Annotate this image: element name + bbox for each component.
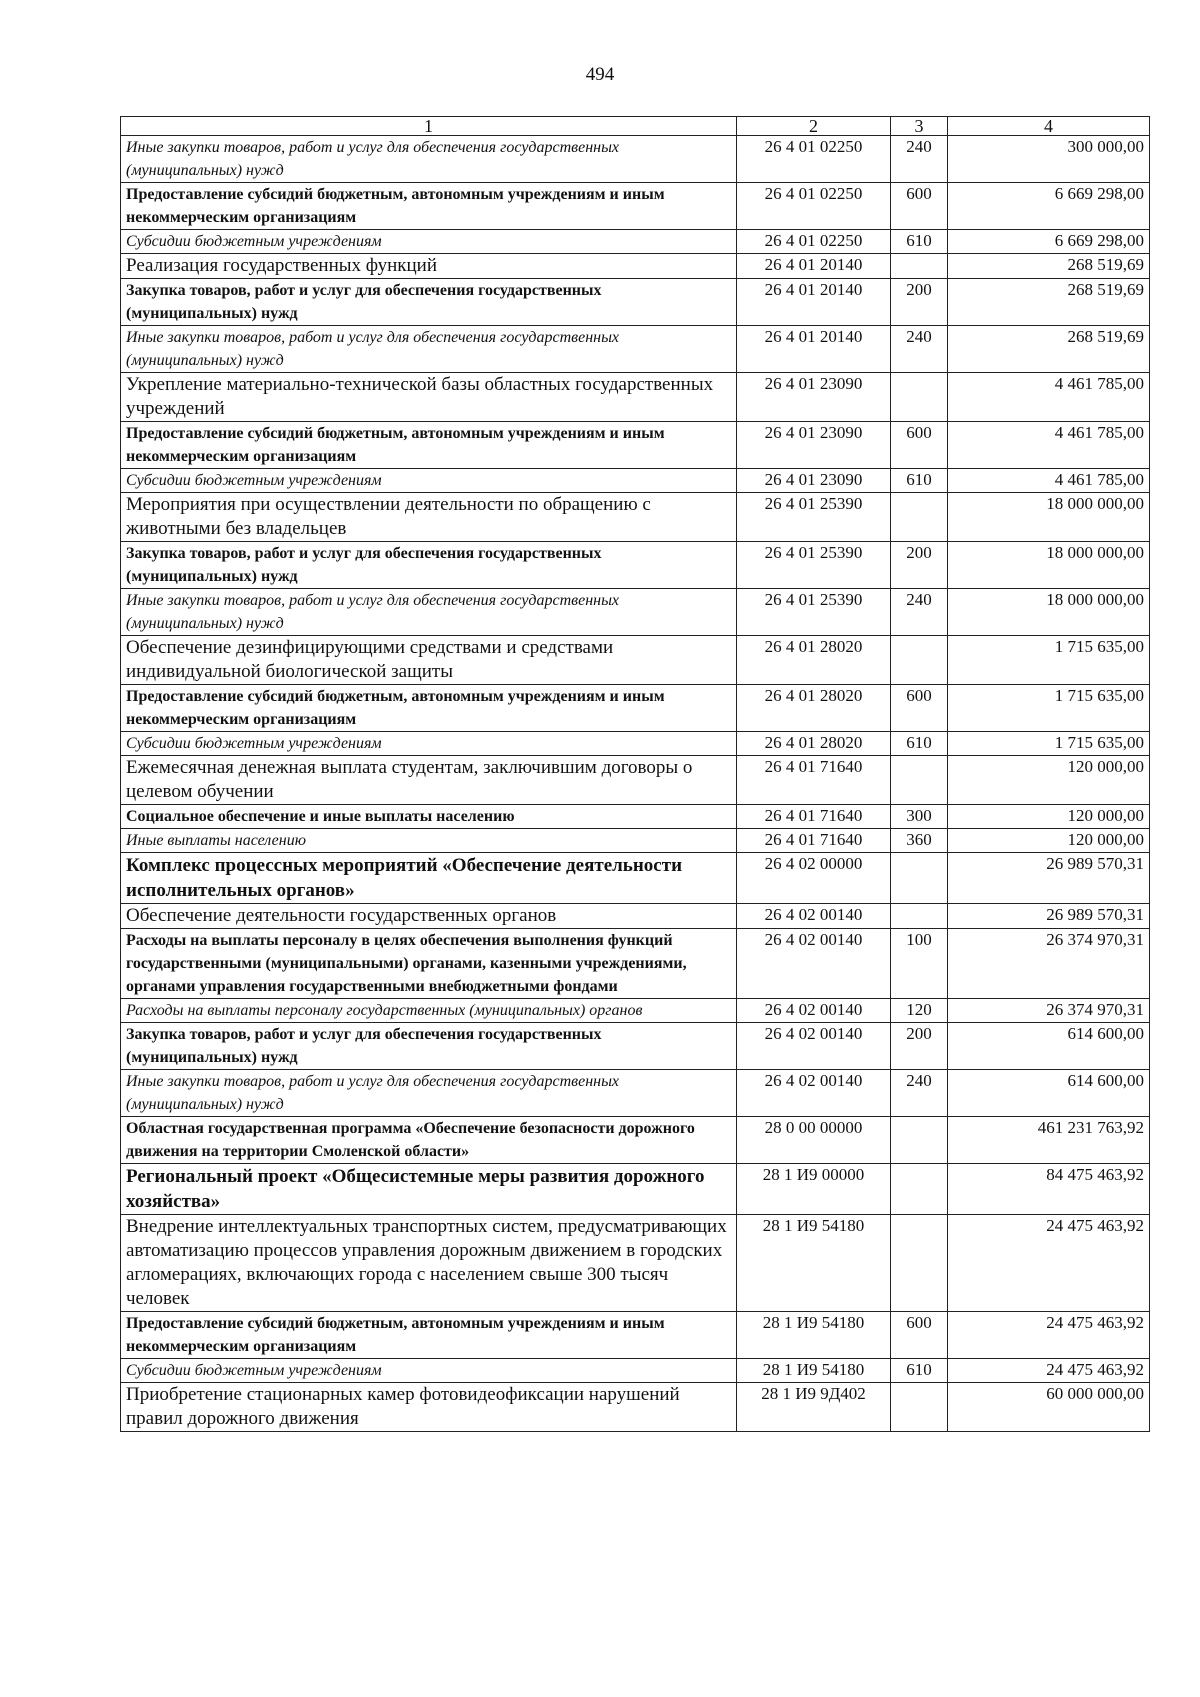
row-kind-cell: 300 <box>891 805 948 829</box>
row-amount-cell: 1 715 635,00 <box>948 732 1150 756</box>
row-name-cell: Закупка товаров, работ и услуг для обеспечения государственных (муниципальных) нужд <box>121 279 737 326</box>
row-amount-cell: 268 519,69 <box>948 326 1150 373</box>
page-number: 494 <box>585 64 615 85</box>
row-code-cell: 28 0 00 00000 <box>737 1117 891 1164</box>
table-body <box>121 136 1150 1432</box>
table-row <box>121 929 1150 999</box>
row-amount-cell: 24 475 463,92 <box>948 1359 1150 1383</box>
table-row <box>121 469 1150 493</box>
row-kind-cell <box>891 254 948 279</box>
row-kind-cell <box>891 636 948 685</box>
row-code-cell: 26 4 01 28020 <box>737 636 891 685</box>
row-amount-cell: 24 475 463,92 <box>948 1215 1150 1312</box>
row-amount-cell: 300 000,00 <box>948 136 1150 183</box>
row-kind-cell: 240 <box>891 136 948 183</box>
row-name-cell: Региональный проект «Общесистемные меры развития дорожного хозяйства» <box>121 1164 737 1215</box>
column-header-kind: 3 <box>891 117 948 136</box>
row-code-cell: 26 4 01 02250 <box>737 230 891 254</box>
table-row <box>121 493 1150 542</box>
row-code-cell: 26 4 01 20140 <box>737 279 891 326</box>
table-row <box>121 904 1150 929</box>
budget-table <box>120 116 1150 1432</box>
row-kind-cell: 240 <box>891 589 948 636</box>
row-amount-cell: 26 374 970,31 <box>948 929 1150 999</box>
row-code-cell: 26 4 01 25390 <box>737 589 891 636</box>
row-amount-cell: 4 461 785,00 <box>948 373 1150 422</box>
row-amount-cell: 120 000,00 <box>948 805 1150 829</box>
row-code-cell: 26 4 01 25390 <box>737 542 891 589</box>
row-code-cell: 26 4 01 20140 <box>737 326 891 373</box>
row-code-cell: 28 1 И9 9Д402 <box>737 1383 891 1432</box>
row-amount-cell: 614 600,00 <box>948 1023 1150 1070</box>
row-name-cell: Субсидии бюджетным учреждениям <box>121 1359 737 1383</box>
row-kind-cell: 240 <box>891 326 948 373</box>
row-name-cell: Предоставление субсидий бюджетным, автономным учреждениям и иным некоммерческим организациям <box>121 685 737 732</box>
row-kind-cell: 360 <box>891 829 948 853</box>
table-row <box>121 136 1150 183</box>
table-row <box>121 589 1150 636</box>
table-row <box>121 542 1150 589</box>
column-header-amount: 4 <box>948 117 1150 136</box>
row-name-cell: Субсидии бюджетным учреждениям <box>121 469 737 493</box>
row-name-cell: Обеспечение деятельности государственных органов <box>121 904 737 929</box>
row-amount-cell: 60 000 000,00 <box>948 1383 1150 1432</box>
row-name-cell: Внедрение интеллектуальных транспортных систем, предусматривающих автоматизацию процессов управления дорожным движением в городских агломерациях, включающих города с населением свыше 300 тысяч человек <box>121 1215 737 1312</box>
row-amount-cell: 268 519,69 <box>948 279 1150 326</box>
table-row <box>121 1023 1150 1070</box>
row-name-cell: Предоставление субсидий бюджетным, автономным учреждениям и иным некоммерческим организациям <box>121 422 737 469</box>
row-code-cell: 28 1 И9 54180 <box>737 1215 891 1312</box>
row-kind-cell: 200 <box>891 1023 948 1070</box>
table-row <box>121 999 1150 1023</box>
row-kind-cell: 600 <box>891 183 948 230</box>
row-name-cell: Мероприятия при осуществлении деятельности по обращению с животными без владельцев <box>121 493 737 542</box>
row-name-cell: Иные закупки товаров, работ и услуг для обеспечения государственных (муниципальных) нужд <box>121 136 737 183</box>
row-amount-cell: 84 475 463,92 <box>948 1164 1150 1215</box>
table-row <box>121 1383 1150 1432</box>
row-amount-cell: 6 669 298,00 <box>948 183 1150 230</box>
row-kind-cell <box>891 756 948 805</box>
row-kind-cell <box>891 1383 948 1432</box>
column-header-name: 1 <box>121 117 737 136</box>
row-amount-cell: 26 989 570,31 <box>948 853 1150 904</box>
row-name-cell: Областная государственная программа «Обеспечение безопасности дорожного движения на территории Смоленской области» <box>121 1117 737 1164</box>
row-name-cell: Закупка товаров, работ и услуг для обеспечения государственных (муниципальных) нужд <box>121 542 737 589</box>
row-kind-cell: 200 <box>891 542 948 589</box>
row-kind-cell: 100 <box>891 929 948 999</box>
row-amount-cell: 18 000 000,00 <box>948 542 1150 589</box>
table-row <box>121 1312 1150 1359</box>
table-row <box>121 636 1150 685</box>
row-name-cell: Обеспечение дезинфицирующими средствами и средствами индивидуальной биологической защиты <box>121 636 737 685</box>
row-kind-cell <box>891 853 948 904</box>
table-row <box>121 756 1150 805</box>
row-amount-cell: 4 461 785,00 <box>948 422 1150 469</box>
table-row <box>121 373 1150 422</box>
row-kind-cell <box>891 373 948 422</box>
row-kind-cell: 610 <box>891 230 948 254</box>
row-kind-cell <box>891 1215 948 1312</box>
row-amount-cell: 6 669 298,00 <box>948 230 1150 254</box>
row-name-cell: Приобретение стационарных камер фотовидеофиксации нарушений правил дорожного движения <box>121 1383 737 1432</box>
row-kind-cell <box>891 1117 948 1164</box>
table-row <box>121 183 1150 230</box>
row-code-cell: 26 4 02 00140 <box>737 904 891 929</box>
table-row <box>121 1164 1150 1215</box>
row-kind-cell <box>891 1164 948 1215</box>
table-row <box>121 732 1150 756</box>
row-amount-cell: 26 374 970,31 <box>948 999 1150 1023</box>
row-code-cell: 26 4 01 71640 <box>737 756 891 805</box>
row-code-cell: 26 4 01 20140 <box>737 254 891 279</box>
row-amount-cell: 18 000 000,00 <box>948 493 1150 542</box>
row-code-cell: 26 4 02 00140 <box>737 929 891 999</box>
row-amount-cell: 120 000,00 <box>948 756 1150 805</box>
row-kind-cell: 600 <box>891 1312 948 1359</box>
row-code-cell: 26 4 02 00140 <box>737 1070 891 1117</box>
row-amount-cell: 18 000 000,00 <box>948 589 1150 636</box>
row-code-cell: 26 4 01 02250 <box>737 183 891 230</box>
row-name-cell: Иные выплаты населению <box>121 829 737 853</box>
row-code-cell: 26 4 01 23090 <box>737 469 891 493</box>
row-name-cell: Укрепление материально-технической базы областных государственных учреждений <box>121 373 737 422</box>
row-code-cell: 28 1 И9 54180 <box>737 1359 891 1383</box>
row-name-cell: Социальное обеспечение и иные выплаты населению <box>121 805 737 829</box>
row-amount-cell: 1 715 635,00 <box>948 636 1150 685</box>
row-name-cell: Предоставление субсидий бюджетным, автономным учреждениям и иным некоммерческим организациям <box>121 183 737 230</box>
row-code-cell: 26 4 01 02250 <box>737 136 891 183</box>
table-row <box>121 805 1150 829</box>
table-row <box>121 326 1150 373</box>
row-kind-cell: 610 <box>891 469 948 493</box>
table-row <box>121 1215 1150 1312</box>
row-kind-cell: 610 <box>891 1359 948 1383</box>
row-code-cell: 26 4 01 71640 <box>737 829 891 853</box>
row-name-cell: Комплекс процессных мероприятий «Обеспечение деятельности исполнительных органов» <box>121 853 737 904</box>
row-name-cell: Ежемесячная денежная выплата студентам, заключившим договоры о целевом обучении <box>121 756 737 805</box>
row-code-cell: 28 1 И9 00000 <box>737 1164 891 1215</box>
row-name-cell: Субсидии бюджетным учреждениям <box>121 230 737 254</box>
row-name-cell: Иные закупки товаров, работ и услуг для обеспечения государственных (муниципальных) нужд <box>121 326 737 373</box>
table-row <box>121 1359 1150 1383</box>
row-code-cell: 26 4 02 00140 <box>737 999 891 1023</box>
row-name-cell: Субсидии бюджетным учреждениям <box>121 732 737 756</box>
table-row <box>121 1070 1150 1117</box>
row-kind-cell: 120 <box>891 999 948 1023</box>
row-kind-cell: 240 <box>891 1070 948 1117</box>
row-code-cell: 26 4 02 00000 <box>737 853 891 904</box>
row-code-cell: 26 4 01 28020 <box>737 685 891 732</box>
row-name-cell: Иные закупки товаров, работ и услуг для обеспечения государственных (муниципальных) нужд <box>121 589 737 636</box>
row-code-cell: 26 4 01 28020 <box>737 732 891 756</box>
row-kind-cell: 600 <box>891 685 948 732</box>
row-name-cell: Расходы на выплаты персоналу в целях обеспечения выполнения функций государственными (муниципальными) органами, казенными учреждениями, органами управления государственными внебюджетными фондами <box>121 929 737 999</box>
row-kind-cell <box>891 493 948 542</box>
table-row <box>121 685 1150 732</box>
row-amount-cell: 4 461 785,00 <box>948 469 1150 493</box>
row-amount-cell: 120 000,00 <box>948 829 1150 853</box>
row-code-cell: 26 4 01 23090 <box>737 373 891 422</box>
table-header-row <box>121 117 1150 136</box>
table-row <box>121 853 1150 904</box>
row-kind-cell: 600 <box>891 422 948 469</box>
row-name-cell: Закупка товаров, работ и услуг для обеспечения государственных (муниципальных) нужд <box>121 1023 737 1070</box>
table-row <box>121 279 1150 326</box>
row-kind-cell: 610 <box>891 732 948 756</box>
row-amount-cell: 26 989 570,31 <box>948 904 1150 929</box>
table-row <box>121 1117 1150 1164</box>
row-amount-cell: 268 519,69 <box>948 254 1150 279</box>
table-row <box>121 829 1150 853</box>
row-code-cell: 26 4 01 25390 <box>737 493 891 542</box>
table-row <box>121 422 1150 469</box>
row-code-cell: 26 4 01 71640 <box>737 805 891 829</box>
row-amount-cell: 24 475 463,92 <box>948 1312 1150 1359</box>
row-code-cell: 26 4 02 00140 <box>737 1023 891 1070</box>
row-kind-cell: 200 <box>891 279 948 326</box>
row-code-cell: 28 1 И9 54180 <box>737 1312 891 1359</box>
column-header-code: 2 <box>737 117 891 136</box>
table-row <box>121 254 1150 279</box>
row-name-cell: Реализация государственных функций <box>121 254 737 279</box>
row-name-cell: Иные закупки товаров, работ и услуг для обеспечения государственных (муниципальных) нужд <box>121 1070 737 1117</box>
table-row <box>121 230 1150 254</box>
row-kind-cell <box>891 904 948 929</box>
row-name-cell: Расходы на выплаты персоналу государственных (муниципальных) органов <box>121 999 737 1023</box>
row-code-cell: 26 4 01 23090 <box>737 422 891 469</box>
row-amount-cell: 1 715 635,00 <box>948 685 1150 732</box>
row-amount-cell: 614 600,00 <box>948 1070 1150 1117</box>
row-name-cell: Предоставление субсидий бюджетным, автономным учреждениям и иным некоммерческим организациям <box>121 1312 737 1359</box>
row-amount-cell: 461 231 763,92 <box>948 1117 1150 1164</box>
